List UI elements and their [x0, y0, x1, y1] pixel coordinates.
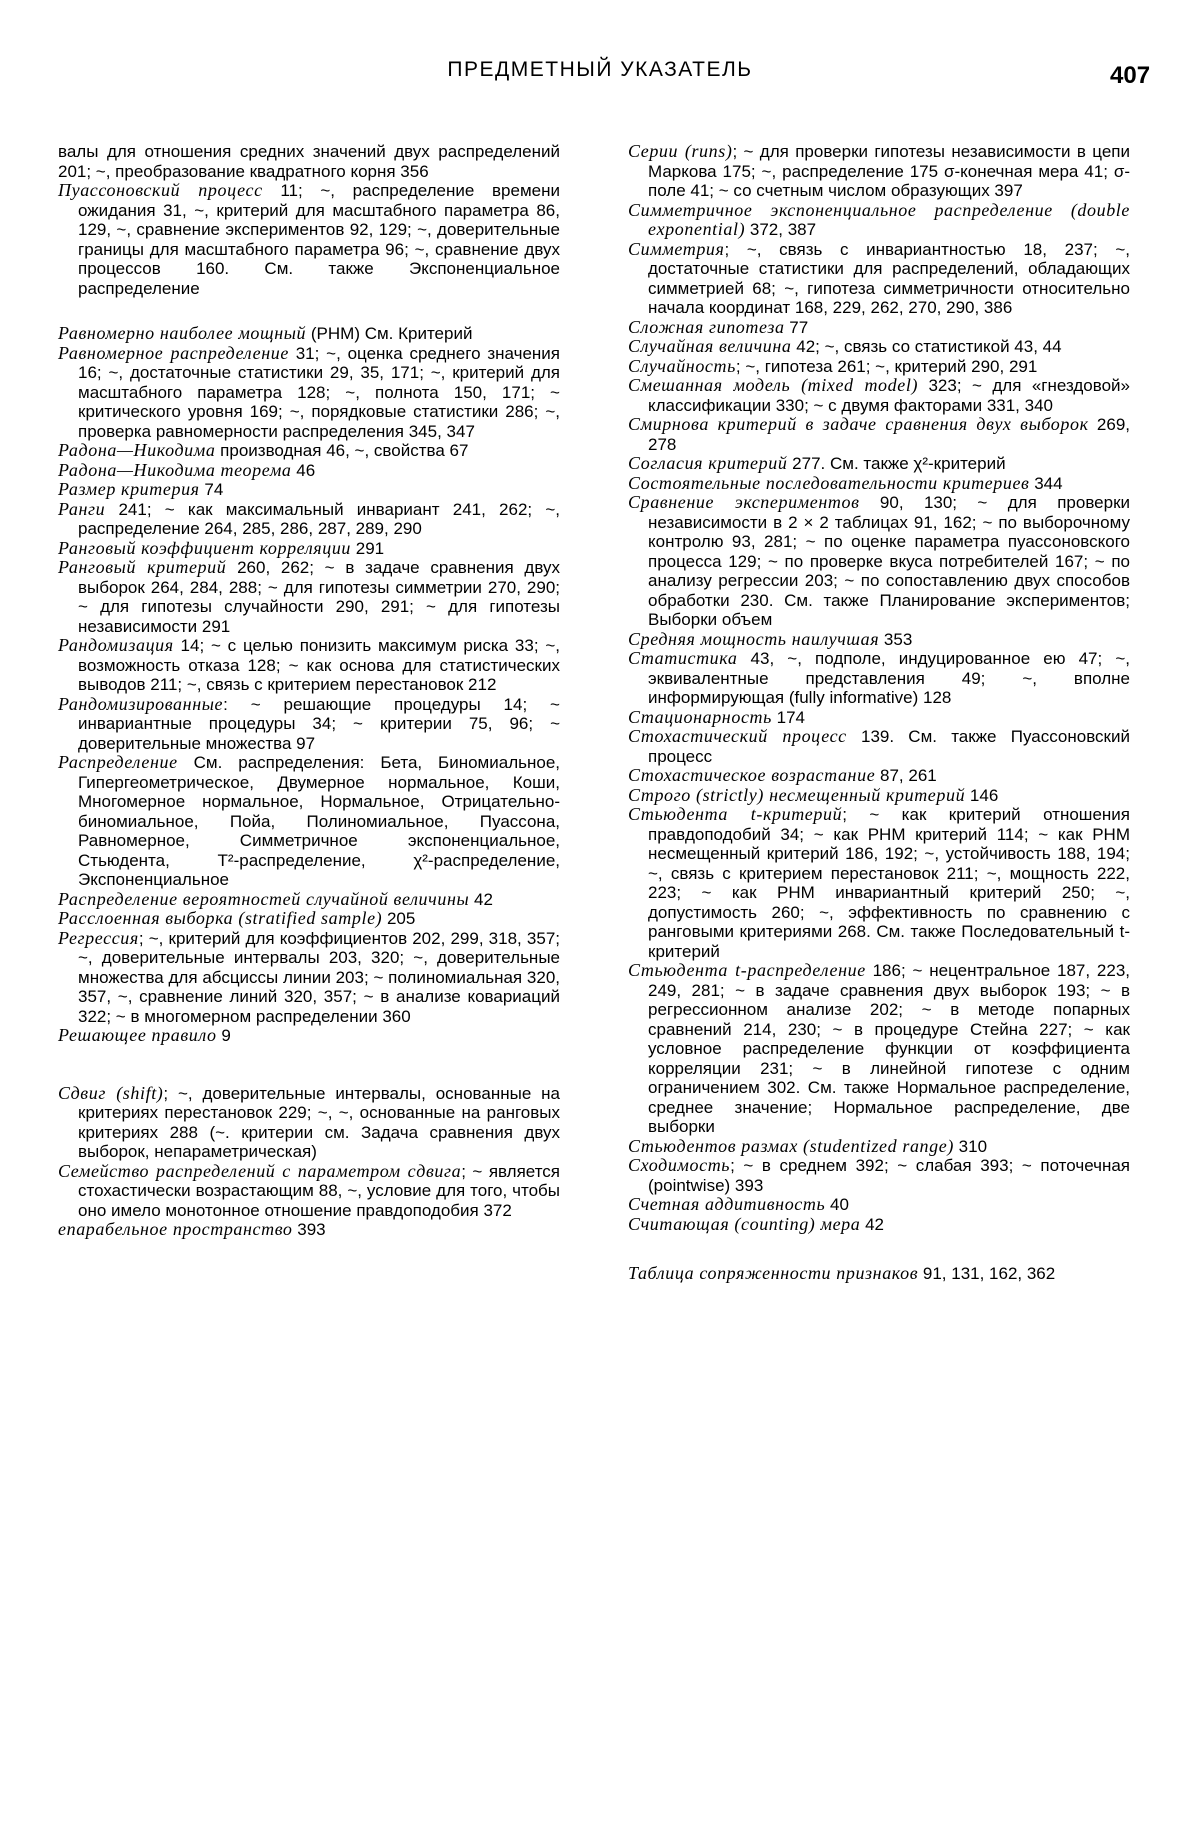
entry-head: Равномерное распределение	[58, 342, 289, 363]
index-entry	[58, 440, 560, 461]
entry-body: 74	[199, 480, 224, 499]
index-entry	[628, 804, 1130, 961]
entry-head: Смирнова критерий в задаче сравнения двух выборок	[628, 414, 1089, 434]
entry-body: ; ~ в среднем 392; ~ слабая 393; ~ поточечная (pointwise) 393	[648, 1156, 1130, 1195]
entry-head: Рандомизация	[58, 635, 174, 655]
entry-head: Ранги	[58, 498, 106, 519]
entry-head: Семейство распределений с параметром сдвига	[58, 1160, 462, 1181]
index-entry	[628, 141, 1130, 201]
index-entry	[58, 557, 560, 636]
entry-body: 310	[953, 1136, 988, 1156]
index-entry	[628, 355, 1130, 377]
running-title: ПРЕДМЕТНЫЙ УКАЗАТЕЛЬ	[447, 58, 753, 81]
entry-head: Радона—Никодима	[58, 440, 216, 460]
index-entry	[58, 479, 560, 500]
entry-head: епарабельное пространство	[58, 1219, 293, 1239]
entry-body: 186; ~ нецентральное 187, 223, 249, 281; ~ в задаче сравнения двух выборок 193; ~ в регрессионном анализе 202; ~ в методе попарных сравнений 214, 230; ~ в процедуре Стейна 227; ~ как условное распределение функции от коэффициента корреляции 231; ~ в линейной гипотезе с одним ограничением 302. См. также Нормальное распределение, среднее значение; Нормальное распределение, две выборки	[648, 961, 1131, 1136]
entry-body: 393	[292, 1220, 326, 1239]
entry-head: Регрессия	[58, 927, 139, 948]
entry-head: Стохастическое возрастание	[628, 765, 876, 785]
index-entry	[58, 1160, 560, 1221]
entry-body: 42	[860, 1214, 885, 1234]
entry-body: 46	[291, 460, 316, 480]
entry-body: ; ~ для проверки гипотезы независимости в цепи Маркова 175; ~, распределение 175 σ-конечная мера 41; σ-поле 41; ~ со счетным числом образующих 397	[648, 142, 1130, 200]
index-entry	[58, 927, 560, 1027]
entry-body: 90, 130; ~ для проверки независимости в 2 × 2 таблицах 91, 162; ~ по выборочному контролю 93, 281; ~ по оценке параметра пуассоновского процесса 129; ~ по проверке вкуса потребителей 167; ~ по анализу регрессии 203; ~ по сопоставлению двух способов обработки 230. См. также Планирование экспериментов; Выборки объем	[648, 493, 1131, 629]
entry-head: Стационарность	[628, 706, 772, 727]
entry-head: Симметричное экспоненциальное распределение (double exponential)	[628, 199, 1130, 239]
index-entry	[58, 537, 560, 559]
entry-head: Счетная аддитивность	[628, 1194, 826, 1214]
entry-body: ; ~ как критерий отношения правдоподобий 34; ~ как РНМ критерий 114; ~ как РНМ несмещенный критерий 186, 192; ~, устойчивость 188, 194; ~, связь с критерием перестановок 211; ~, мощность 222, 223; ~ как РНМ инвариантный критерий 250; ~, допустимость 260; ~, эффективность по сравнению с ранговыми критериями 268. См. также Последовательный t-критерий	[648, 805, 1130, 961]
index-entry	[628, 784, 1130, 806]
entry-head: Рандомизированные	[58, 693, 224, 714]
index-entry	[628, 706, 1130, 728]
entry-head: Средняя мощность наилучшая	[628, 628, 880, 649]
entry-body: ; ~, связь с инвариантностью 18, 237; ~, достаточные статистики для распределений, обладающих симметрией 68; ~, гипотеза симметричности относительно начала координат 168, 229, 262, 270, 290, 386	[648, 239, 1130, 317]
entry-body: 91, 131, 162, 362	[918, 1264, 1056, 1283]
entry-body: 323; ~ для «гнездовой» классификации 330; ~ с двумя факторами 331, 340	[648, 376, 1130, 415]
entry-body: 11; ~, распределение времени ожидания 31, ~, критерий для масштабного параметра 86, 129, ~, сравнение экспериментов 92, 129; ~, доверительные границы для масштабного параметра 96; ~, сравнение двух процессов 160. См. также Экспоненциальное распределение	[78, 181, 560, 298]
index-entry	[628, 414, 1130, 454]
entry-head: Случайность	[628, 355, 736, 376]
index-entry	[58, 1219, 560, 1240]
entry-body: 40	[825, 1195, 849, 1214]
entry-head: Решающее правило	[58, 1025, 217, 1045]
entry-body: 31; ~, оценка среднего значения 16; ~, достаточные статистики 29, 35, 171; ~, критерий для масштабного параметра 128; ~, полнота 150, 171; ~ критического уровня 169; ~, порядковые статистики 286; ~, проверка равномерности распределения 345, 347	[78, 343, 560, 441]
entry-body: 146	[965, 785, 999, 805]
index-entry	[628, 492, 1131, 630]
entry-body: См. распределения: Бета, Биномиальное, Гипергеометрическое, Двумерное нормальное, Коши, Многомерное нормальное, Нормальное, Отрицательно-биномиальное, Пойа, Полиномиальное, Пуассона, Равномерное, Симметричное экспоненциальное, Стьюдента, T²-распределение, χ²-распределение, Экспоненциальное	[78, 753, 560, 889]
index-entry	[628, 1135, 1130, 1157]
index-entry	[628, 726, 1130, 766]
entry-body: 9	[216, 1026, 231, 1045]
index-entry	[628, 472, 1130, 494]
index-entry	[58, 635, 560, 695]
index-entry	[628, 375, 1130, 415]
index-entry	[628, 453, 1130, 474]
index-entry	[58, 752, 560, 890]
index-entry	[58, 323, 560, 344]
index-entry	[628, 765, 1130, 786]
index-entry	[628, 199, 1130, 240]
index-entry	[628, 628, 1130, 650]
entry-body: 42; ~, связь со статистикой 43, 44	[791, 337, 1062, 356]
letter-gap	[58, 298, 560, 324]
index-entry	[628, 1155, 1130, 1195]
index-entry	[58, 498, 560, 539]
entry-head: Считающая (counting) мера	[628, 1213, 861, 1234]
running-head	[0, 58, 1200, 98]
entry-head: Смешанная модель (mixed model)	[628, 375, 919, 395]
entry-body: (РНМ) См. Критерий	[306, 324, 473, 343]
index-entry	[628, 1194, 1130, 1215]
entry-head: Распределение	[58, 752, 178, 772]
index-entry	[58, 888, 560, 910]
letter-gap	[628, 1234, 1130, 1264]
entry-head: Согласия критерий	[628, 453, 788, 473]
entry-head: Сложная гипотеза	[628, 316, 785, 337]
index-entry	[628, 1213, 1130, 1235]
entry-body: : ~ решающие процедуры 14; ~ инвариантные процедуры 34; ~ критерии 75, 96; ~ доверительные множества 97	[78, 694, 560, 753]
entry-head: Стьюдента t-критерий	[628, 804, 843, 824]
page-number: 407	[1110, 62, 1151, 89]
entry-head: Состоятельные последовательности критериев	[628, 472, 1030, 493]
entry-body: 353	[879, 629, 913, 649]
index-entry	[628, 336, 1130, 357]
entry-body: 260, 262; ~ в задаче сравнения двух выборок 264, 284, 288; ~ для гипотезы симметрии 270, 290; ~ для гипотезы случайности 290, 291; ~ для гипотезы независимости 291	[78, 558, 560, 636]
entry-body: 87, 261	[875, 766, 937, 785]
entry-body: 372, 387	[745, 220, 817, 239]
index-entry	[628, 316, 1130, 338]
entry-body: 269, 278	[648, 415, 1130, 454]
entry-head: Сходимость	[628, 1155, 731, 1175]
entry-head: Строго (strictly) несмещенный критерий	[628, 784, 966, 805]
entry-head: Серии (runs)	[628, 141, 733, 161]
entry-head: Ранговый коэффициент корреляции	[58, 537, 352, 558]
index-entry	[58, 693, 560, 754]
entry-head: Симметрия	[628, 238, 725, 259]
entry-head: Стохастический процесс	[628, 726, 847, 746]
entry-body: ; ~, критерий для коэффициентов 202, 299, 318, 357; ~, доверительные интервалы 203, 320; ~, доверительные множества для абсциссы линии 203; ~ полиномиальная 320, 357, ~, сравнение линий 320, 357; ~ в анализе ковариаций 322; ~ в многомерном распределении 360	[78, 928, 560, 1026]
entry-head: Статистика	[628, 648, 738, 668]
index-entry	[58, 459, 560, 481]
entry-body: ; ~, гипотеза 261; ~, критерий 290, 291	[735, 356, 1038, 376]
entry-body: производная 46, ~, свойства 67	[215, 441, 469, 460]
entry-body: 344	[1029, 473, 1063, 493]
entry-body: 291	[351, 538, 385, 558]
entry-head: Расслоенная выборка (stratified sample)	[58, 908, 383, 928]
entry-body: 14; ~ с целью понизить максимум риска 33; ~, возможность отказа 128; ~ как основа для статистических выводов 211; ~, связь с критерием перестановок 212	[78, 636, 560, 694]
entry-head: Равномерно наиболее мощный	[58, 323, 307, 343]
index-entry	[628, 648, 1130, 708]
index-entry	[58, 1082, 560, 1162]
entry-body: ; ~ является стохастически возрастающим 88, ~, условие для того, чтобы оно имело монотонное отношение правдоподобия 372	[78, 1161, 560, 1220]
index-entry	[58, 142, 560, 181]
entry-head: Радона—Никодима теорема	[58, 459, 292, 480]
entry-head: Стьюдентов размах (studentized range)	[628, 1135, 954, 1156]
entry-body: 174	[771, 707, 806, 727]
entry-head: Случайная величина	[628, 336, 792, 356]
entry-body: 277. См. также χ²-критерий	[787, 454, 1006, 473]
index-entry	[628, 960, 1131, 1137]
entry-body: 139. См. также Пуассоновский процесс	[648, 727, 1130, 766]
right-column	[628, 142, 1130, 1284]
entry-body: 241; ~ как максимальный инвариант 241, 262; ~, распределение 264, 285, 286, 287, 289, 290	[78, 499, 560, 538]
entry-body: ; ~, доверительные интервалы, основанные на критериях перестановок 229; ~, ~, основанные на ранговых критериях 288 (~. критерии см. Задача сравнения двух выборок, непараметрическая)	[78, 1083, 560, 1161]
index-entry	[628, 238, 1130, 318]
entry-body: 77	[784, 317, 809, 337]
letter-gap	[58, 1046, 560, 1084]
entry-head: Сравнение экспериментов	[628, 492, 860, 512]
entry-head: Размер критерия	[58, 479, 200, 499]
index-entry	[628, 1263, 1130, 1284]
index-entry	[58, 180, 560, 298]
entry-body: 43, ~, подполе, индуцированное ею 47; ~, эквивалентные представления 49; ~, вполне информирующая (fully informative) 128	[648, 649, 1130, 707]
entry-head: Сдвиг (shift)	[58, 1082, 164, 1103]
entry-body: валы для отношения средних значений двух распределений 201; ~, преобразование квадратного корня 356	[58, 142, 560, 181]
entry-head: Ранговый критерий	[58, 557, 227, 577]
index-entry	[58, 1025, 560, 1046]
entry-head: Стьюдента t-распределение	[628, 960, 866, 980]
entry-body: 42	[469, 889, 493, 909]
entry-head: Пуассоновский процесс	[58, 180, 263, 200]
entry-body: 205	[382, 909, 416, 928]
entry-head: Распределение вероятностей случайной величины	[58, 888, 470, 909]
index-entry	[58, 908, 560, 929]
entry-head: Таблица сопряженности признаков	[628, 1263, 919, 1283]
left-column	[58, 142, 560, 1240]
index-entry	[58, 342, 560, 442]
